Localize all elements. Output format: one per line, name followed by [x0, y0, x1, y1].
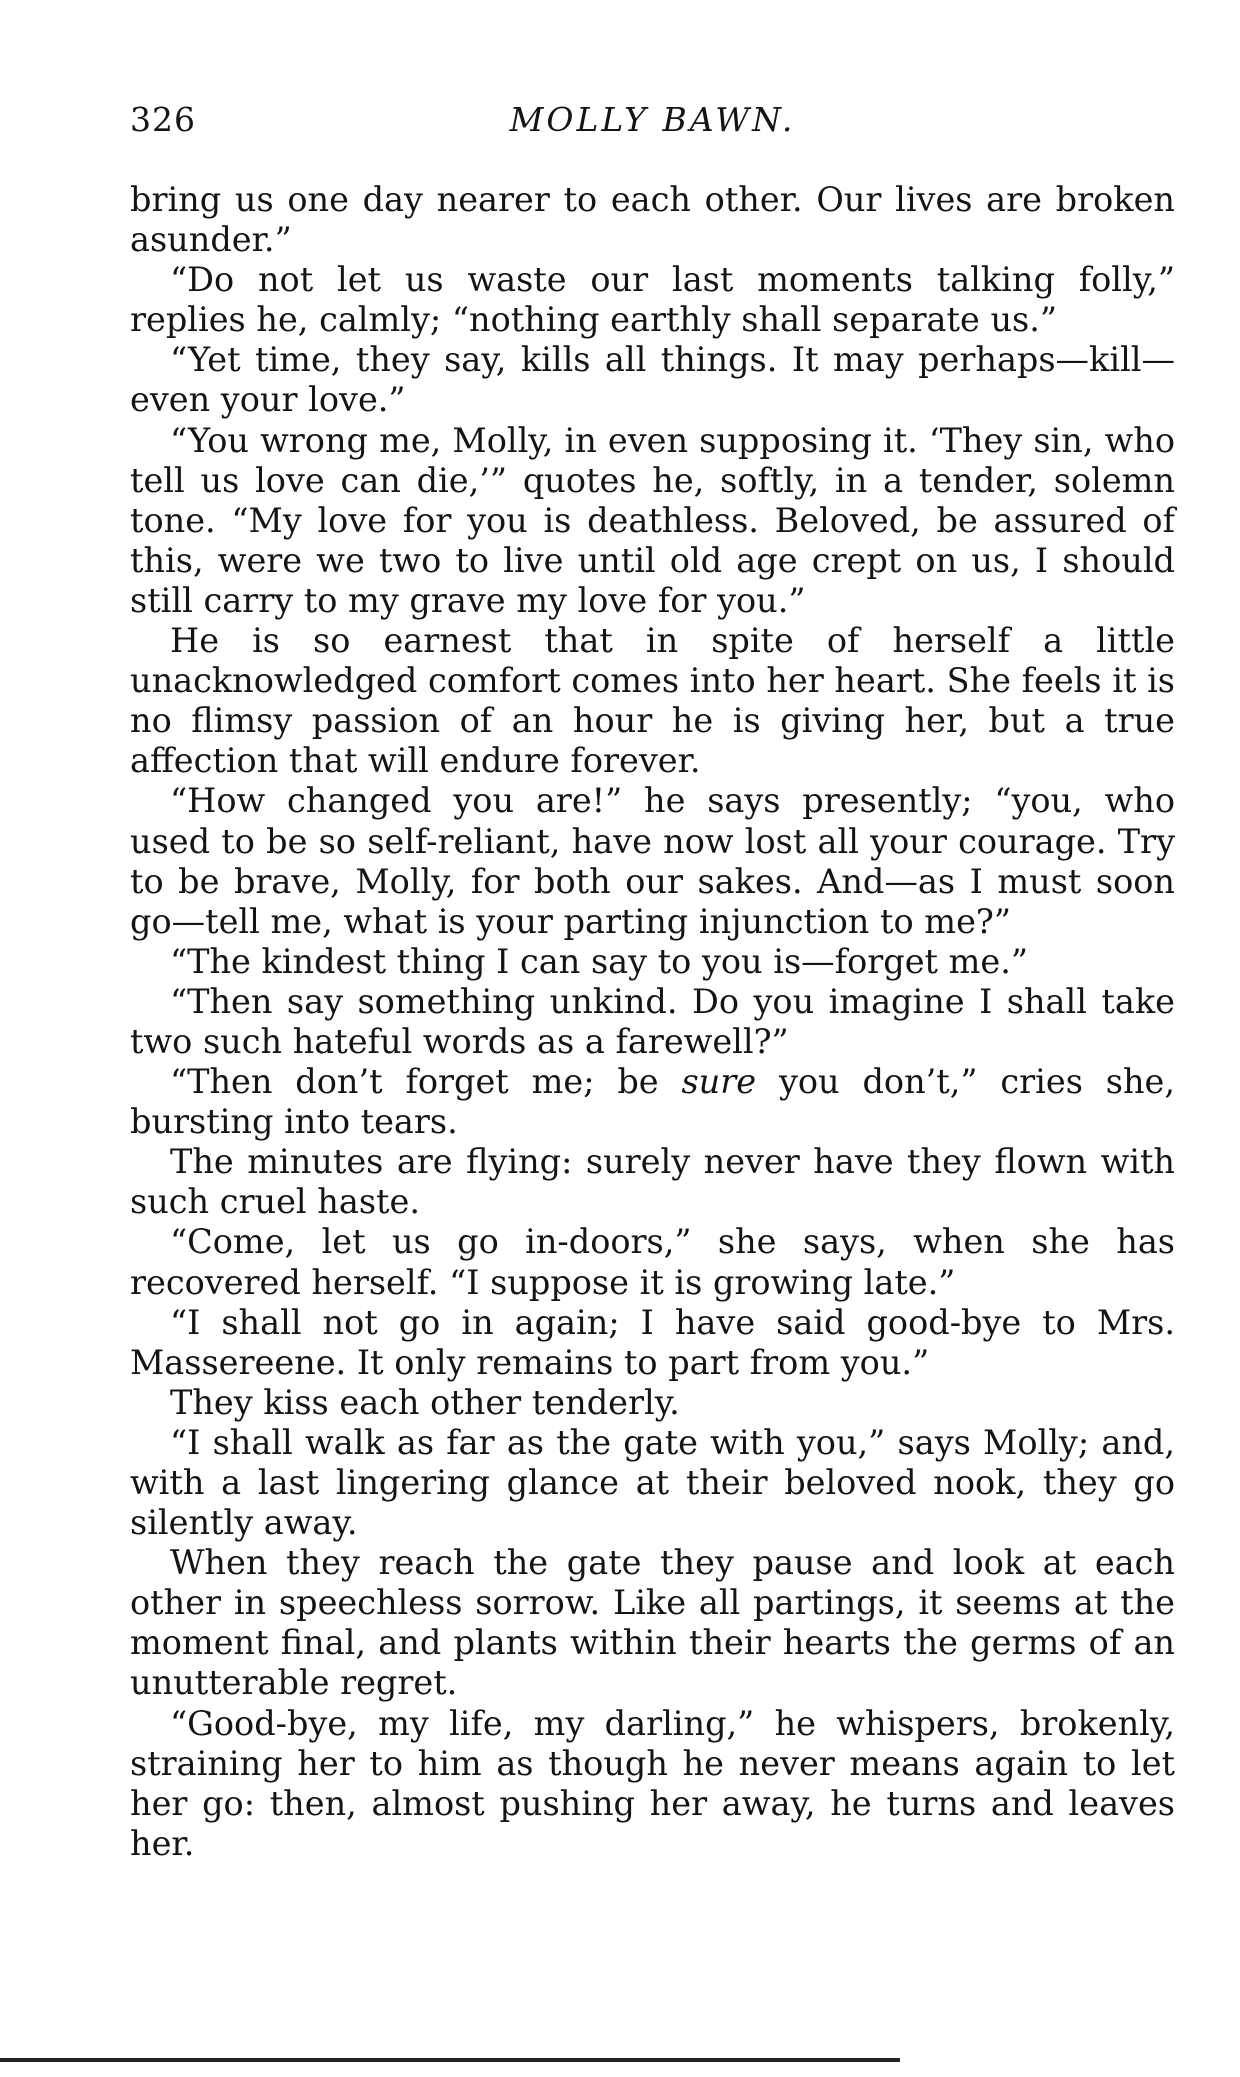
running-title: MOLLY BAWN.	[509, 100, 796, 139]
page-number: 326	[130, 100, 196, 139]
paragraph: “Yet time, they say, kills all things. It may perhaps—kill—even your love.”	[130, 340, 1175, 420]
paragraph: When they reach the gate they pause and look at each other in speechless sorrow. Like all partings, it seems at the moment final, and plants within their hearts the germs of an unutterable regret.	[130, 1543, 1175, 1703]
body-text	[130, 180, 1175, 1864]
paragraph-text: you don’t,” cries she, bursting into tears.	[130, 1062, 1175, 1142]
paragraph: “Do not let us waste our last moments talking folly,” replies he, calmly; “nothing earthly shall separate us.”	[130, 260, 1175, 340]
paragraph: The minutes are flying: surely never have they flown with such cruel haste.	[130, 1142, 1175, 1222]
paragraph: “You wrong me, Molly, in even supposing it. ‘They sin, who tell us love can die,’” quotes he, softly, in a tender, solemn tone. “My love for you is deathless. Beloved, be assured of this, were we two to live until old age crept on us, I should still carry to my grave my love for you.”	[130, 420, 1175, 620]
paragraph: He is so earnest that in spite of herself a little unacknowledged comfort comes into her heart. She feels it is no flimsy passion of an hour he is giving her, but a true affection that will endure forever.	[130, 621, 1175, 781]
emphasis: sure	[681, 1062, 757, 1102]
paragraph: “I shall walk as far as the gate with you,” says Molly; and, with a last lingering glance at their beloved nook, they go silently away.	[130, 1422, 1175, 1543]
page-header	[130, 100, 1175, 150]
paragraph: “Come, let us go in-doors,” she says, when she has recovered herself. “I suppose it is growing late.”	[130, 1222, 1175, 1302]
paragraph: “Then say something unkind. Do you imagine I shall take two such hateful words as a farewell?”	[130, 981, 1175, 1061]
paragraph: They kiss each other tenderly.	[170, 1382, 680, 1422]
paragraph	[130, 1062, 1175, 1142]
paragraph: “The kindest thing I can say to you is—forget me.”	[170, 941, 1029, 981]
bottom-rule	[0, 2058, 900, 2062]
paragraph-text: “Then don’t forget me; be	[170, 1062, 682, 1102]
paragraph: “Good-bye, my life, my darling,” he whispers, brokenly, straining her to him as though he never means again to let her go: then, almost pushing her away, he turns and leaves her.	[130, 1703, 1175, 1863]
paragraph: “How changed you are!” he says presently; “you, who used to be so self-reliant, have now lost all your courage. Try to be brave, Molly, for both our sakes. And—as I must soon go—tell me, what is your parting injunction to me?”	[130, 781, 1175, 941]
paragraph: bring us one day nearer to each other. Our lives are broken asunder.”	[130, 180, 1175, 260]
paragraph: “I shall not go in again; I have said good-bye to Mrs. Massereene. It only remains to part from you.”	[130, 1302, 1175, 1382]
